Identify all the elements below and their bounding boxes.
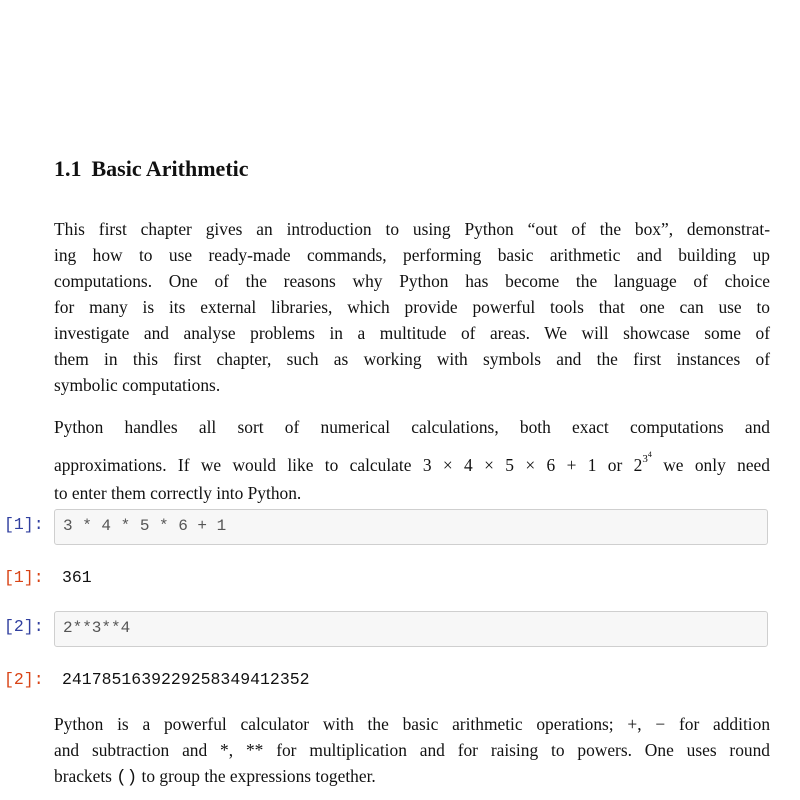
ops-text: brackets	[54, 766, 117, 786]
ops-text: Python is a powerful calculator with the basic arithmetic operations;	[54, 714, 628, 734]
ops-text: for addition	[665, 714, 771, 734]
section-heading	[54, 156, 249, 182]
round-brackets: ()	[116, 769, 138, 788]
exponent-exponent: 4	[647, 450, 652, 459]
intro-line: ing how to use ready-made commands, performing basic arithmetic and building up	[54, 245, 770, 265]
math-expression: 3 × 4 × 5 × 6 + 1	[422, 455, 597, 475]
ops-line	[54, 711, 770, 737]
output-prompt: [2]:	[4, 670, 44, 689]
calc-line	[54, 442, 770, 478]
intro-line: symbolic computations.	[54, 375, 221, 395]
section-title: Basic Arithmetic	[91, 156, 249, 181]
intro-line: them in this first chapter, such as working with symbols and the first instances of	[54, 349, 770, 369]
operations-paragraph	[54, 711, 770, 792]
muldiv-operators: *, **	[220, 740, 264, 760]
power-base: 2	[633, 455, 643, 475]
calc-text: or	[596, 455, 634, 475]
exponent-base: 3	[642, 453, 648, 465]
code-text: 3 * 4 * 5 * 6 + 1	[63, 517, 227, 535]
ops-text: for multiplication and for raising to powers. One uses round	[263, 740, 771, 760]
ops-text: and subtraction and	[54, 740, 221, 760]
input-prompt: [2]:	[4, 617, 44, 636]
ops-text: to group the expressions together.	[137, 766, 376, 786]
code-input-cell[interactable]	[54, 611, 768, 647]
input-prompt: [1]:	[4, 515, 44, 534]
power-expression	[633, 450, 652, 475]
calc-line: to enter them correctly into Python.	[54, 483, 302, 503]
ops-line	[54, 737, 770, 763]
code-text: 2**3**4	[63, 619, 131, 637]
output-value: 361	[62, 568, 92, 587]
intro-line: investigate and analyse problems in a multitude of areas. We will showcase some of	[54, 323, 770, 343]
intro-line: computations. One of the reasons why Python has become the language of choice	[54, 271, 770, 291]
addsub-operators: +, −	[627, 714, 666, 734]
power-exponent	[642, 450, 652, 465]
output-prompt: [1]:	[4, 568, 44, 587]
section-number: 1.1	[54, 156, 82, 181]
calc-text: we only need	[651, 455, 770, 475]
ops-line	[54, 763, 770, 792]
intro-paragraph	[54, 216, 770, 398]
calc-line: Python handles all sort of numerical calculations, both exact computations and	[54, 417, 770, 437]
intro-line: This first chapter gives an introduction to using Python “out of the box”, demonstrat-	[54, 219, 770, 239]
calc-paragraph	[54, 414, 770, 506]
code-input-cell[interactable]	[54, 509, 768, 545]
intro-line: for many is its external libraries, which provide powerful tools that one can use to	[54, 297, 770, 317]
calc-text: approximations. If we would like to calculate	[54, 455, 423, 475]
output-value: 2417851639229258349412352	[62, 670, 310, 689]
